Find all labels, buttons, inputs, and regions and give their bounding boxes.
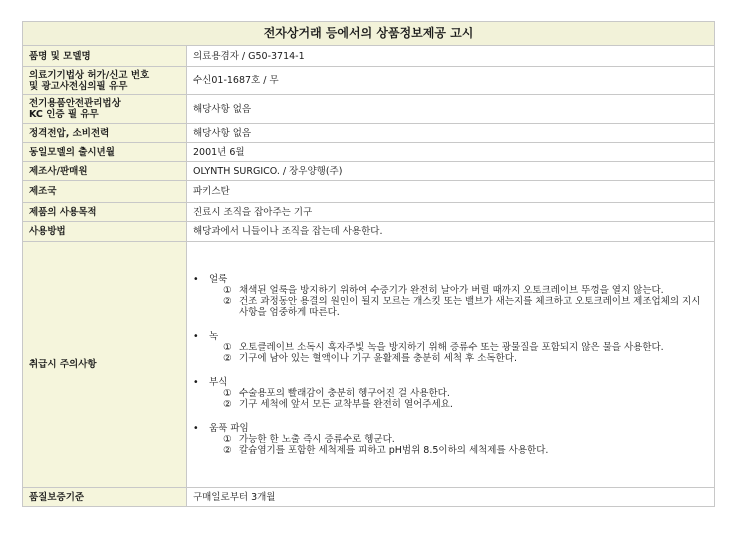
row-manufacturer [23,162,715,181]
caution-section [187,423,714,456]
row-handling-cautions [23,242,715,488]
caution-heading [187,274,714,285]
table-title: 전자상거래 등에서의 상품정보제공 고시 [23,22,715,46]
caution-item [187,296,714,318]
row-value: 2001년 6월 [187,143,715,162]
row-label: 의료기기법상 허가/신고 번호 및 광고사전심의필 유무 [23,67,187,95]
caution-section [187,377,714,410]
row-value: 해당사항 없음 [187,124,715,143]
item-text: 기구에 남아 있는 혈액이나 기구 윤활제를 충분히 세척 후 소독한다. [239,352,517,364]
row-value: 해당사항 없음 [187,95,715,124]
caution-item [187,353,714,364]
caution-item [187,445,714,456]
row-warranty [23,488,715,507]
row-value: 수신01-1687호 / 무 [187,67,715,95]
row-label: 제조국 [23,181,187,203]
item-number: ① [223,284,232,296]
row-product-name [23,46,715,67]
row-kc-certification [23,95,715,124]
bullet-icon: • [193,376,199,388]
row-license-number [23,67,715,95]
caution-item [187,434,714,445]
row-label: 제조사/판매원 [23,162,187,181]
row-value: 의료용겸자 / G50-3714-1 [187,46,715,67]
row-label: 정격전압, 소비전력 [23,124,187,143]
item-number: ① [223,341,232,353]
row-label: 전기용품안전관리법상 KC 인증 필 유무 [23,95,187,124]
product-info-notice [22,21,714,507]
row-value: 진료시 조직을 잡아주는 기구 [187,203,715,222]
caution-heading-text: 움푹 파임 [209,422,249,434]
row-release-date [23,143,715,162]
item-text: 칼슘염기를 포함한 세척제를 피하고 pH범위 8.5이하의 세척제를 사용한다. [239,444,549,456]
title-row [23,22,715,46]
row-country [23,181,715,203]
bullet-icon: • [193,422,199,434]
caution-content [187,242,715,488]
row-value: 해당과에서 니들이나 조직을 잡는데 사용한다. [187,222,715,242]
item-number: ① [223,433,232,445]
caution-item [187,399,714,410]
item-text: 기구 세척에 앞서 모든 교착부를 완전히 열어주세요. [239,398,453,410]
row-label: 품명 및 모델명 [23,46,187,67]
row-label: 사용방법 [23,222,187,242]
item-text: 건조 과정동안 용결의 원인이 될지 모르는 개스킷 또는 밸브가 새는지를 체크하고 오토크레이브 제조업체의 지시사항을 엄중하게 따른다. [239,295,701,318]
item-number: ② [223,295,232,307]
item-text: 수술용포의 빨래감이 충분히 헹구어진 걸 사용한다. [239,387,450,399]
caution-item [187,388,714,399]
row-label: 제품의 사용목적 [23,203,187,222]
caution-item [187,285,714,296]
item-number: ② [223,444,232,456]
bullet-icon: • [193,330,199,342]
product-info-table [22,21,715,507]
item-text: 가능한 한 노출 즉시 증류수로 헹군다. [239,433,395,445]
caution-heading [187,423,714,434]
caution-heading [187,331,714,342]
item-number: ② [223,352,232,364]
bullet-icon: • [193,273,199,285]
caution-section [187,274,714,318]
caution-heading-text: 얼룩 [209,273,228,285]
item-text: 채색된 얼룩을 방지하기 위하여 수증기가 완전히 날아가 버릴 때까지 오토크레이브 뚜껑을 열지 않는다. [239,284,664,296]
item-number: ② [223,398,232,410]
caution-heading [187,377,714,388]
caution-section [187,331,714,364]
caution-item [187,342,714,353]
item-text: 오토클레이브 소독시 흑자주빛 녹을 방지하기 위해 증류수 또는 광물질을 포함되지 않은 물을 사용한다. [239,341,664,353]
row-value: 파키스탄 [187,181,715,203]
row-label: 품질보증기준 [23,488,187,507]
row-usage [23,222,715,242]
row-label: 취급시 주의사항 [23,242,187,488]
caution-heading-text: 녹 [209,330,219,342]
row-value: 구매일로부터 3개월 [187,488,715,507]
caution-heading-text: 부식 [209,376,228,388]
item-number: ① [223,387,232,399]
row-label: 동일모델의 출시년월 [23,143,187,162]
row-value: OLYNTH SURGICO. / 장우양행(주) [187,162,715,181]
row-rated-voltage [23,124,715,143]
row-purpose [23,203,715,222]
